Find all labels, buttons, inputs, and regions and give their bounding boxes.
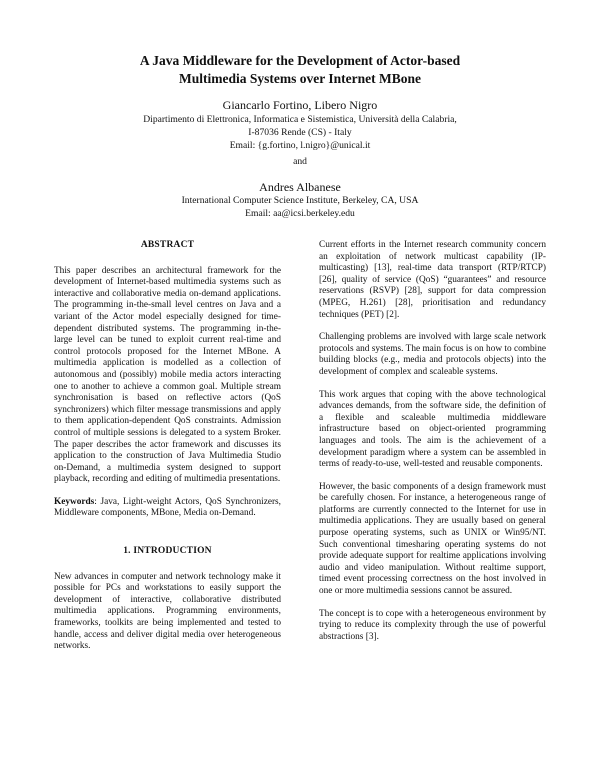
introduction-heading: 1. INTRODUCTION <box>123 546 212 557</box>
right-paragraph-3: This work argues that coping with the above technological advances demands, from the software side, the definition of a flexible and scaleable multimedia middleware infrastructure based on object-oriented programming languages and tools. The aim is the achievement of a development paradigm where a system can be assembled in terms of ready-to-use, well-tested and reusable components. <box>319 389 546 470</box>
affiliation-2-email: Email: aa@icsi.berkeley.edu <box>245 208 355 219</box>
keywords-label: Keywords <box>54 496 95 507</box>
right-paragraph-5: The concept is to cope with a heterogeneous environment by trying to reduce its complexity through the use of powerful abstractions [3]. <box>319 608 546 642</box>
keywords-text: : Java, Light-weight Actors, QoS Synchronizers, Middleware components, MBone, Media on-Demand. <box>54 496 281 519</box>
affiliation-1-line-2: I-87036 Rende (CS) - Italy <box>248 127 352 138</box>
affiliation-2-line-1: International Computer Science Institute, Berkeley, CA, USA <box>181 195 419 206</box>
title-line-1: A Java Middleware for the Development of Actor-based <box>139 53 461 68</box>
right-paragraph-1: Current efforts in the Internet research community concern an exploitation of network multicast capability (IP-multicasting) [13], real-time data transport (RTP/RTCP) [26], quality of service (QoS) “guarantees” and resource reservations (RSVP) [28], support for data compression (MPEG, H.261) [28], prioritisation and redundancy techniques (PET) [2]. <box>319 240 546 320</box>
paper-title <box>60 52 540 88</box>
intro-paragraph-1: New advances in computer and network technology make it possible for PCs and workstations to easily support the development of interactive, collaborative distributed multimedia applications. Programming environments, frameworks, toolkits are being implemented and tested to handle, access and deliver digital media over heterogeneous networks. <box>54 571 281 652</box>
keywords-paragraph <box>54 497 281 520</box>
abstract-text: This paper describes an architectural framework for the development of Internet-based multimedia systems such as interactive and collaborative media on-demand applications. The programming in-the-small level centres on Java and a variant of the Actor model especially designed for time-dependent distributed systems. The programming in-the-large level can be tuned to exploit current real-time and control protocols proposed for the Internet MBone. A multimedia application is modelled as a collection of autonomous and (possibly) mobile media actors interacting one to another to achieve a common goal. Multiple stream synchronisation is based on reflective actors (QoS synchronizers) which filter message transmissions and apply to them application-dependent QoS constraints. Admission control of multiple sessions is delegated to a system Broker. The paper describes the actor framework and discusses its application to the construction of Java Multimedia Studio on-Demand, a multimedia system designed to support playback, recording and editing of multimedia presentations. <box>54 265 281 485</box>
authors-group-1: Giancarlo Fortino, Libero Nigro <box>222 98 378 112</box>
right-column <box>319 240 546 654</box>
right-paragraph-2: Challenging problems are involved with large scale network protocols and systems. The main focus is on how to combine building blocks (e.g., media and protocols objects) into the development of complex and scaleable systems. <box>319 332 546 377</box>
left-column <box>54 240 281 664</box>
abstract-heading: ABSTRACT <box>140 240 195 250</box>
right-paragraph-4: However, the basic components of a design framework must be carefully chosen. For instance, a heterogeneous range of platforms are currently connected to the Internet for use in multimedia applications. They are usually based on general purpose operating systems, such as UNIX or Win95/NT. Such conventional timesharing operating systems do not provide adequate support for realtime applications involving audio and video manipulation. Without realtime support, timed event processing correctness on the host involved in one or more multimedia sessions cannot be assured. <box>319 481 546 597</box>
title-line-2: Multimedia Systems over Internet MBone <box>179 71 421 86</box>
affiliation-1-line-1: Dipartimento di Elettronica, Informatica e Sistemistica, Università della Calabria, <box>143 114 457 125</box>
authors-group-2: Andres Albanese <box>259 180 341 194</box>
affiliation-1-email: Email: {g.fortino, l.nigro}@unical.it <box>229 140 371 151</box>
and-separator: and <box>293 156 307 167</box>
